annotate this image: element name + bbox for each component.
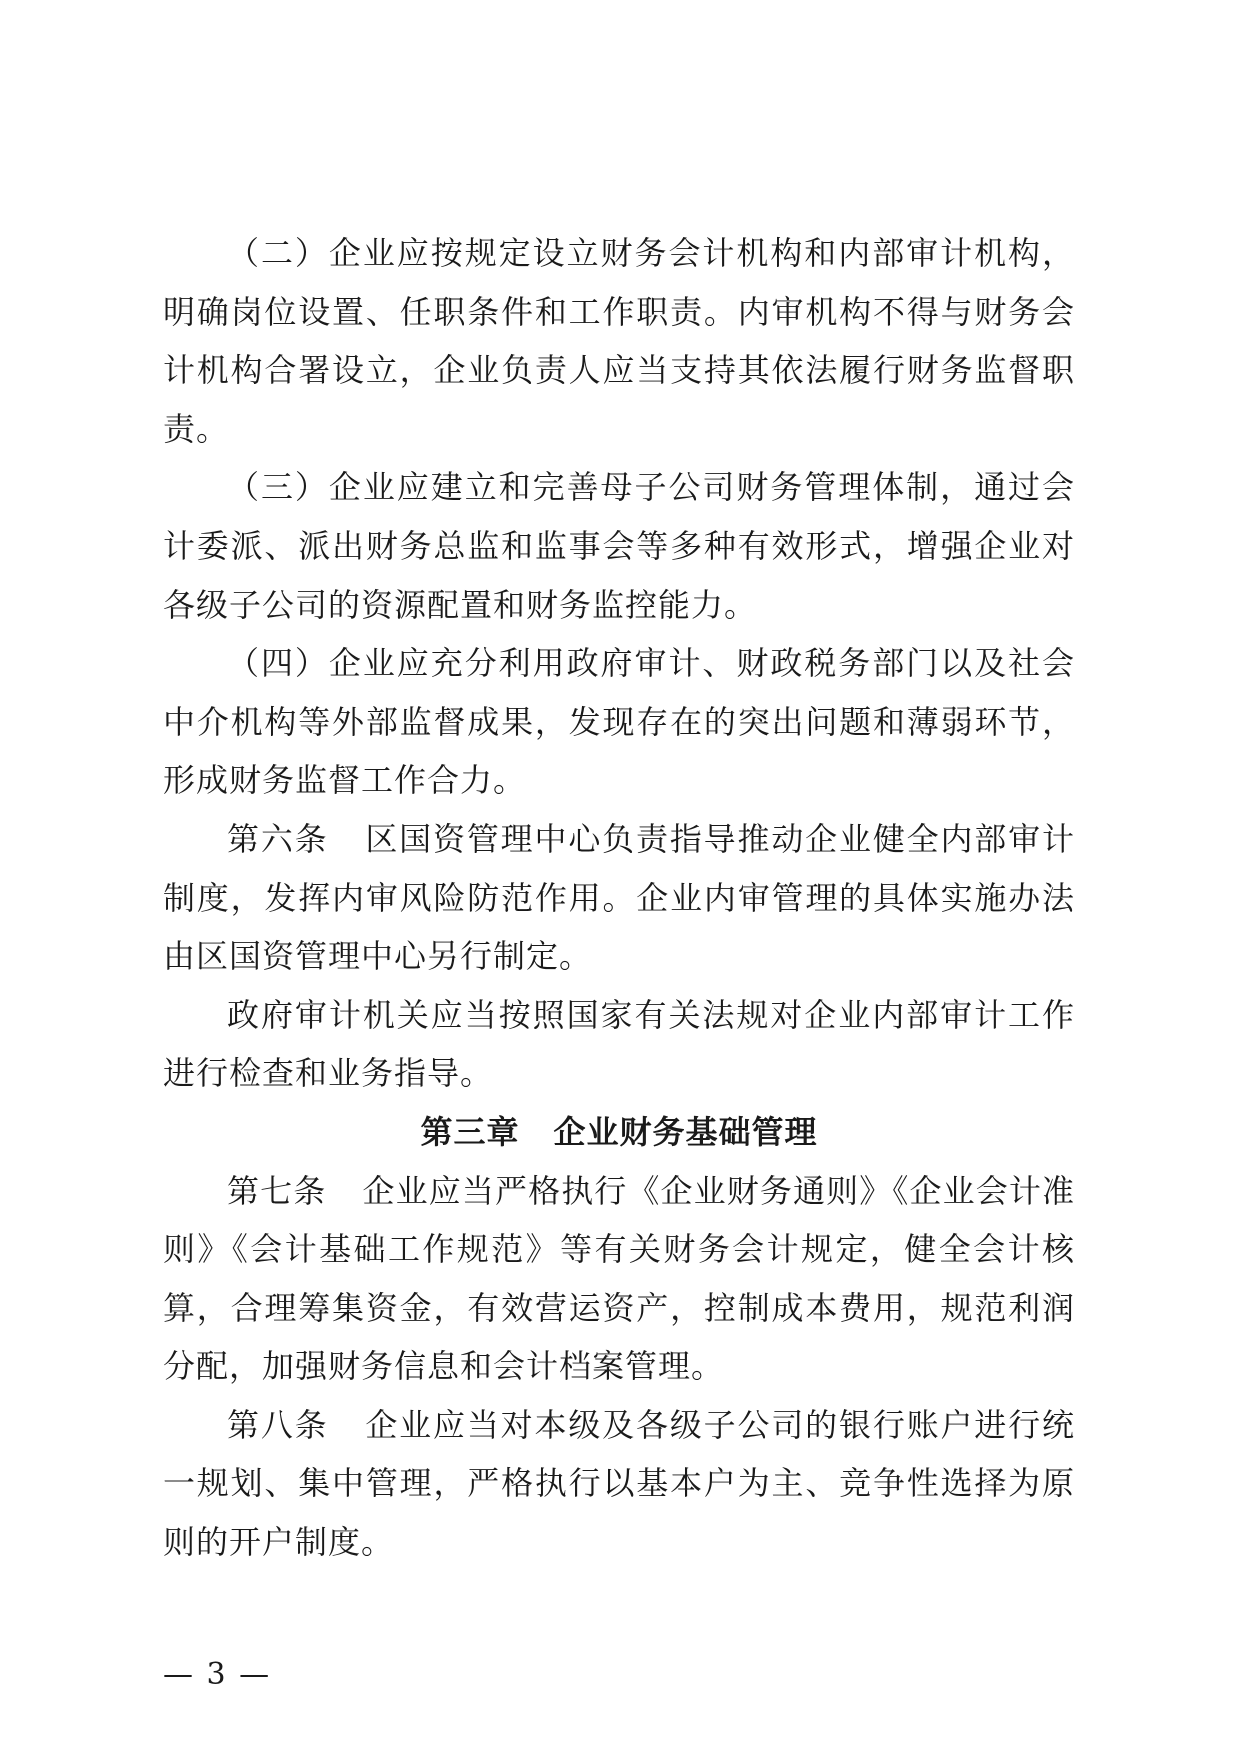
article-6-continuation: 政府审计机关应当按照国家有关法规对企业内部审计工作进行检查和业务指导。 (163, 995, 1075, 1093)
page-number: — 3 — (163, 1657, 272, 1692)
article-8 (163, 1396, 1075, 1572)
article-7-text: 企业应当严格执行《企业财务通则》《企业会计准则》《会计基础工作规范》等有关财务会计规定，健全会计核算，合理筹集资金，有效营运资产，控制成本费用，规范利润分配，加强财务信息和会计档案管理。 (163, 1171, 1075, 1386)
article-6-text: 区国资管理中心负责指导推动企业健全内部审计制度，发挥内审风险防范作用。企业内审管理的具体实施办法由区国资管理中心另行制定。 (163, 819, 1075, 976)
article-7 (163, 1162, 1075, 1396)
article-7-number: 第七条 (227, 1171, 327, 1210)
article-6-number: 第六条 (227, 819, 329, 858)
chapter-number: 第三章 (420, 1112, 520, 1151)
paragraph-item-3: （三）企业应建立和完善母子公司财务管理体制，通过会计委派、派出财务总监和监事会等多种有效形式，增强企业对各级子公司的资源配置和财务监控能力。 (163, 468, 1075, 624)
article-8-text: 企业应当对本级及各级子公司的银行账户进行统一规划、集中管理，严格执行以基本户为主、竞争性选择为原则的开户制度。 (163, 1405, 1075, 1562)
document-body (163, 224, 1075, 1572)
paragraph-item-4: （四）企业应充分利用政府审计、财政税务部门以及社会中介机构等外部监督成果，发现存在的突出问题和薄弱环节，形成财务监督工作合力。 (163, 644, 1075, 800)
paragraph-item-2: （二）企业应按规定设立财务会计机构和内部审计机构，明确岗位设置、任职条件和工作职责。内审机构不得与财务会计机构合署设立，企业负责人应当支持其依法履行财务监督职责。 (163, 234, 1075, 448)
article-8-number: 第八条 (227, 1405, 329, 1444)
article-6 (163, 810, 1075, 986)
chapter-title: 企业财务基础管理 (553, 1112, 818, 1151)
chapter-heading (163, 1103, 1075, 1162)
